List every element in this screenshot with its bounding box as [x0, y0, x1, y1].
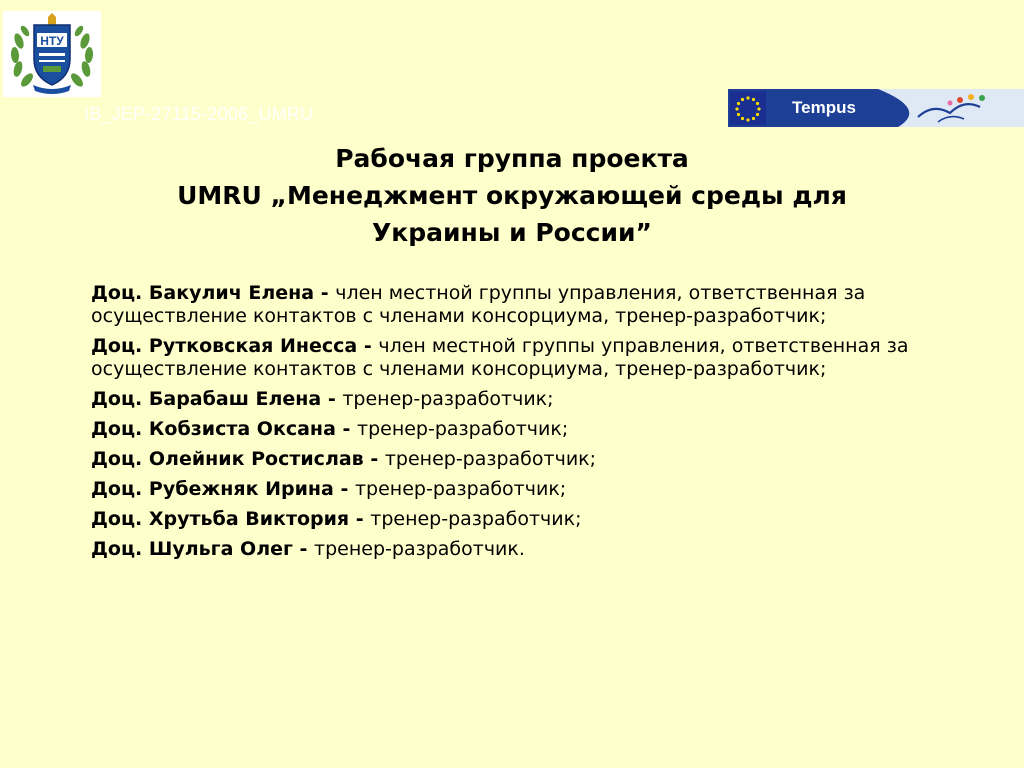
project-code: IB_JEP-27115-2006_UMRU	[84, 104, 314, 124]
member-role: член местной группы управления, ответственная за осуществление контактов с членами консорциума, тренер-разработчик;	[91, 335, 915, 380]
laurel-left	[10, 24, 35, 88]
list-item	[91, 335, 986, 381]
member-name: Доц. Рутковская Инесса -	[91, 335, 379, 357]
list-item	[91, 418, 986, 441]
tempus-banner	[728, 89, 1024, 127]
member-role: тренер-разработчик;	[342, 388, 554, 410]
members-list	[91, 282, 986, 568]
member-name: Доц. Шульга Олег -	[91, 538, 315, 560]
slide-title	[60, 140, 964, 251]
member-name: Доц. Кобзиста Оксана -	[91, 418, 357, 440]
list-item	[91, 508, 986, 531]
list-item	[91, 478, 986, 501]
tempus-label: Tempus	[792, 98, 856, 117]
member-name: Доц. Хрутьба Виктория -	[91, 508, 371, 530]
tempus-banner-graphic	[728, 89, 1024, 127]
logo-text: НТУ	[40, 34, 64, 48]
member-name: Доц. Рубежняк Ирина -	[91, 478, 355, 500]
ntu-emblem-icon	[3, 11, 101, 97]
list-item	[91, 282, 986, 328]
ntu-logo	[3, 11, 101, 97]
member-role: тренер-разработчик;	[384, 448, 597, 470]
member-role: член местной группы управления, ответственная за осуществление контактов с членами консорциума, тренер-разработчик;	[91, 282, 884, 327]
laurel-right	[69, 24, 94, 88]
list-item	[91, 448, 986, 471]
title-line-2: UMRU „Менеджмент окружающей среды для	[177, 181, 847, 210]
list-item	[91, 538, 986, 561]
member-role: тренер-разработчик;	[357, 418, 569, 440]
member-name: Доц. Бакулич Елена -	[91, 282, 336, 304]
list-item	[91, 388, 986, 411]
title-line-3: Украины и России”	[372, 218, 652, 247]
member-role: тренер-разработчик.	[314, 538, 525, 560]
title-line-1: Рабочая группа проекта	[335, 144, 689, 173]
member-name: Доц. Олейник Ростислав -	[91, 448, 385, 470]
member-name: Доц. Барабаш Елена -	[91, 388, 343, 410]
member-role: тренер-разработчик;	[354, 478, 567, 500]
member-role: тренер-разработчик;	[370, 508, 582, 530]
